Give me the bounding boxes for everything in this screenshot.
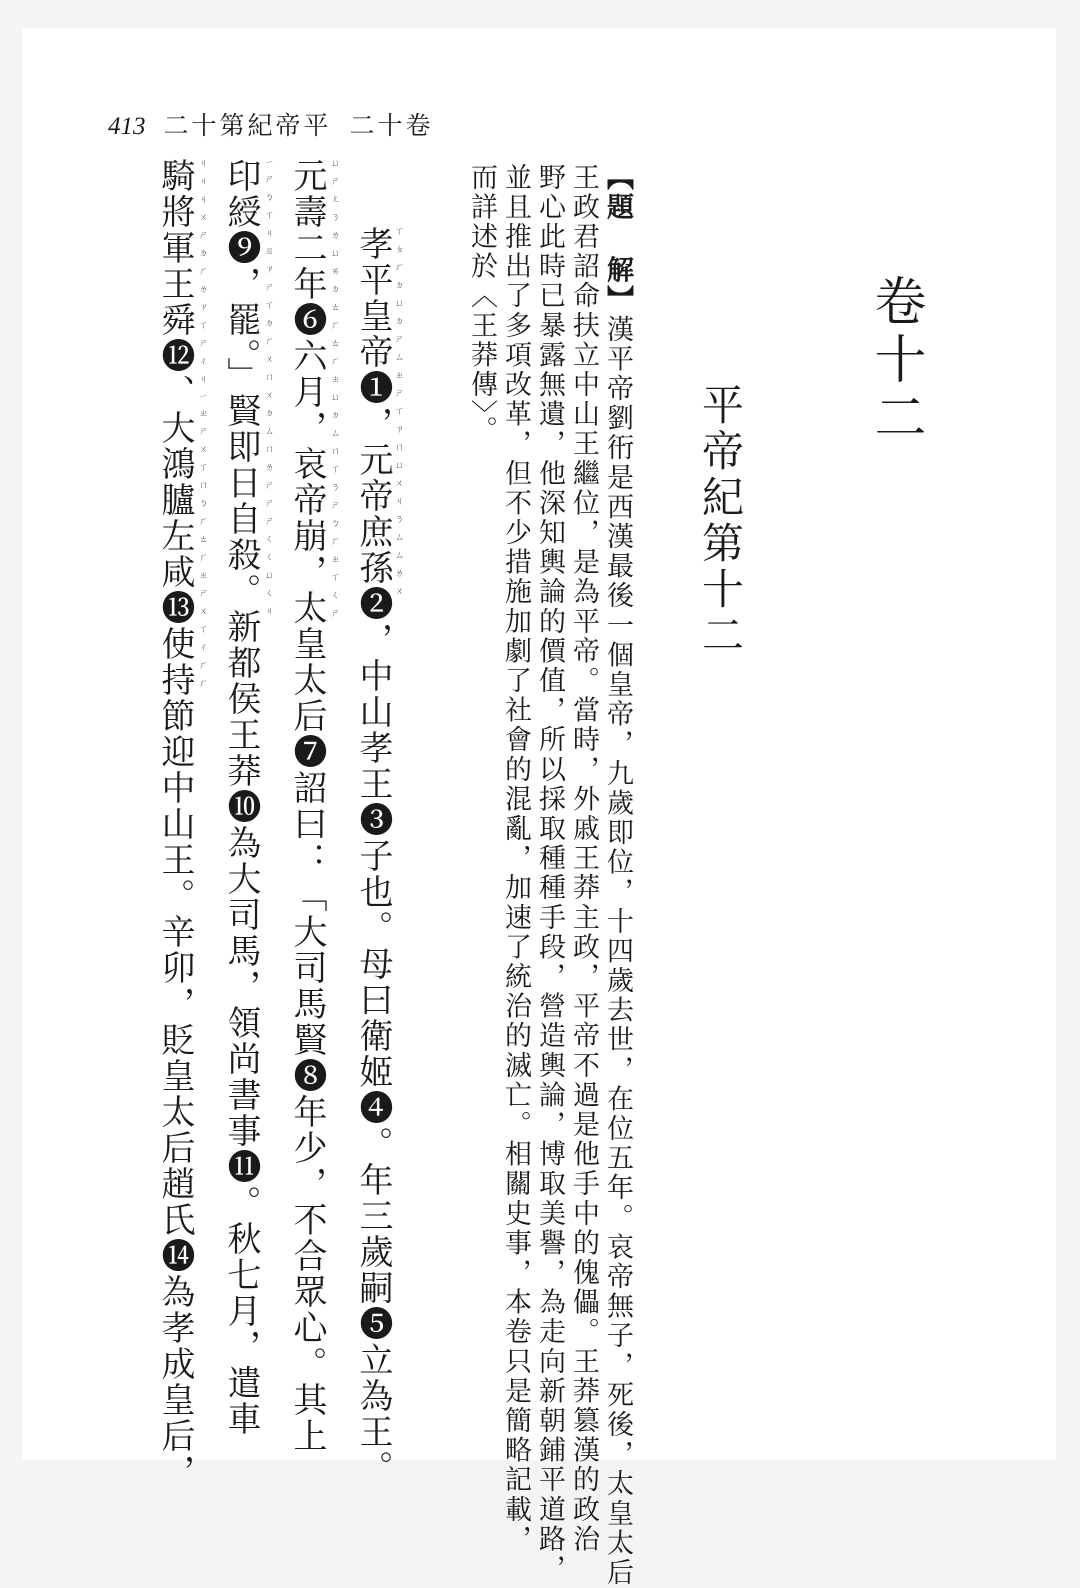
text-column-4 xyxy=(155,158,195,1490)
intro-column-2 xyxy=(568,163,599,1555)
intro-column-4 xyxy=(500,163,531,1555)
ruby-guide: ㄩㄕㄦㄋㄌㄩㄞㄉㄊㄏㄊㄏㄓㄩㄉㄙㄇㄒㄋㄕㄅㄏㄓㄒㄑㄕ xyxy=(329,158,339,626)
text-line: 騎將軍王舜⓬、大鴻臚左咸⓭使持節迎中山王。辛卯，貶皇太后趙氏⓮為孝成皇后， xyxy=(155,158,195,1490)
intro-column-5 xyxy=(468,163,495,1383)
intro-line: 漢平帝劉衎是西漢最後一個皇帝，九歲即位，十四歲去世，在位五年。哀帝無子，死後，太皇太后 xyxy=(602,315,633,1588)
text-line: 印綬❾，罷。」賢即日自殺。新都侯王莽❿為大司馬，領尚書事⓫。秋七月，遣車 xyxy=(221,158,261,1437)
running-header xyxy=(108,106,434,142)
volume-title: 卷十二 xyxy=(865,274,925,448)
text-column-1 xyxy=(353,158,393,1486)
running-title-right: 二十卷 xyxy=(349,111,434,140)
text-line: 元壽二年❻六月，哀帝崩，太皇太后❼詔曰：「大司馬賢❽年少，不合眾心。其上 xyxy=(287,158,327,1454)
intro-line: 王政君詔命扶立中山王繼位，是為平帝。當時，外戚王莽主政，平帝不過是他手中的傀儡。王莽篡漢的政治 xyxy=(568,163,599,1555)
page-number: 413 xyxy=(108,113,146,140)
intro-line: 並且推出了多項改革，但不少措施加劇了社會的混亂，加速了統治的滅亡。相關史事，本卷只是簡略記載， xyxy=(500,163,531,1555)
ruby-guide: ㄧㄕㄅㄒㄐㄖㄗㄕㄒㄉㄏㄨㄇㄨㄉㄙㄇㄌㄕㄕㄕㄑㄑㄩㄑㄐ xyxy=(263,158,273,625)
chapter-title: 平帝紀第十二 xyxy=(696,383,745,659)
ruby-guide: ㄐㄐㄐㄨㄕㄉㄏㄌㄗㄒㄕㄔㄐㄧㄓㄕㄨㄒㄇㄅㄏㄊㄏㄓㄕㄨㄒㄔㄏㄏ xyxy=(197,158,207,697)
text-column-2 xyxy=(287,158,327,1454)
ruby-guide: ㄒㄆㄏㄉㄩㄉㄕㄙㄓㄕㄒㄗㄇㄩㄨㄐㄋㄙㄙㄌㄨ xyxy=(393,226,403,604)
intro-column-3 xyxy=(534,163,565,1584)
text-line: 孝平皇帝❶，元帝庶孫❷，中山孝王❸子也。母曰衛姬❹。年三歲嗣❺立為王。 xyxy=(353,226,393,1486)
text-column-3 xyxy=(221,158,261,1437)
running-title-left: 二十第紀帝平 xyxy=(163,111,332,140)
intro-line: 而詳述於〈王莽傳〉。 xyxy=(466,163,497,446)
book-page xyxy=(22,28,1056,1588)
intro-line: 野心此時已暴露無遺，他深知輿論的價值，所以採取種種手段，營造輿論，博取美譽，為走向新朝鋪平道路， xyxy=(534,163,565,1584)
intro-label: 【題 解】 xyxy=(602,163,633,315)
intro-column-1 xyxy=(602,163,633,1588)
